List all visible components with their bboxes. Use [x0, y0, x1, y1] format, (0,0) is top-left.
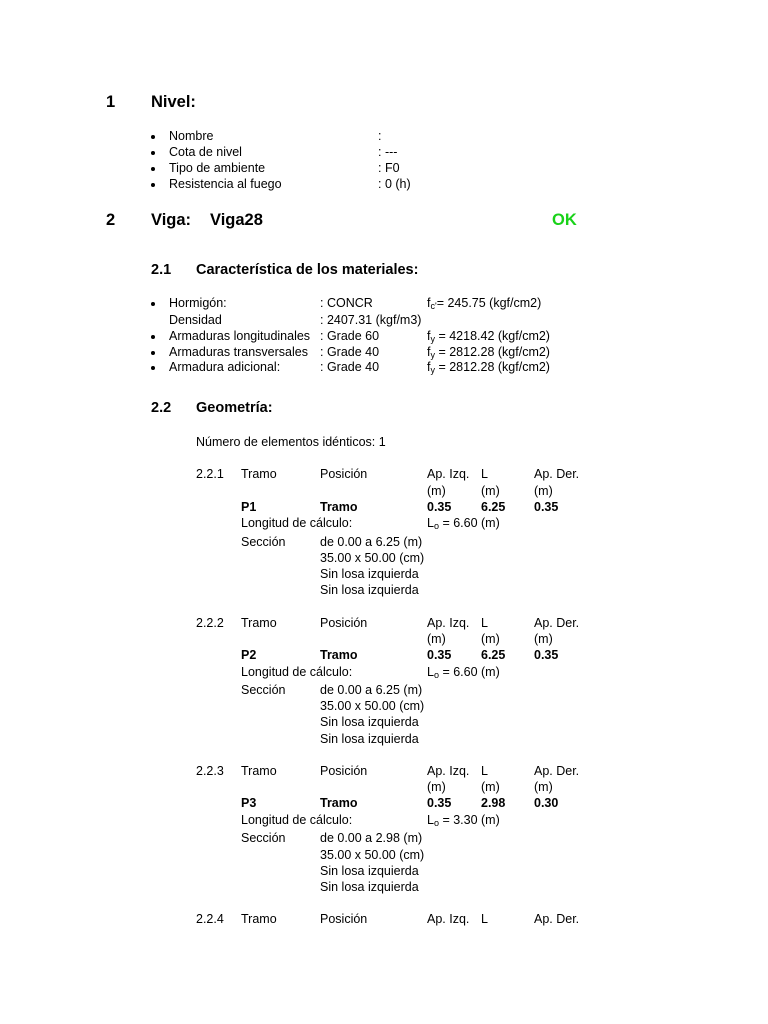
span-name: P2: [241, 648, 257, 662]
col-tramo: Tramo: [241, 912, 277, 926]
section-label: Sección: [241, 535, 286, 549]
span-length-value: 2.98: [481, 796, 506, 810]
section-1-title: Nivel:: [151, 93, 196, 111]
material-value: : Grade 60: [320, 329, 380, 343]
calc-length-label: Longitud de cálculo:: [241, 665, 353, 679]
col-posicion: Posición: [320, 467, 368, 481]
calc-length-value: $L_o = 3.30$ (m): [427, 813, 500, 828]
col-l: L: [481, 912, 488, 926]
unit-der: (m): [534, 780, 553, 794]
bullet-icon: [151, 302, 155, 306]
unit-der: (m): [534, 484, 553, 498]
level-value: : F0: [378, 161, 400, 175]
unit-izq: (m): [427, 484, 446, 498]
subsection-number: 2.1: [151, 262, 172, 278]
section-line: 35.00 x 50.00 (cm): [320, 699, 425, 713]
section-2-title: Viga:: [151, 211, 192, 229]
col-ap-der: Ap. Der.: [534, 764, 580, 778]
col-tramo: Tramo: [241, 616, 277, 630]
section-line: Sin losa izquierda: [320, 864, 419, 878]
span-ap-der-value: 0.35: [534, 648, 559, 662]
section-line: Sin losa izquierda: [320, 583, 419, 597]
bullet-icon: [151, 167, 155, 171]
level-value: : 0 (h): [378, 177, 411, 191]
col-ap-der: Ap. Der.: [534, 467, 580, 481]
level-label: Cota de nivel: [169, 145, 242, 159]
span-number: 2.2.4: [196, 912, 224, 926]
material-value: : Grade 40: [320, 360, 380, 374]
span-ap-der-value: 0.35: [534, 500, 559, 514]
section-line: Sin losa izquierda: [320, 715, 419, 729]
material-property: $f_y = 2812.28$ (kgf/cm2): [427, 345, 550, 360]
col-posicion: Posición: [320, 616, 368, 630]
col-tramo: Tramo: [241, 764, 277, 778]
material-label: Armadura adicional:: [169, 360, 281, 374]
col-l: L: [481, 764, 488, 778]
col-posicion: Posición: [320, 912, 368, 926]
span-name: P3: [241, 796, 257, 810]
span-ap-izq-value: 0.35: [427, 648, 452, 662]
level-value: : ---: [378, 145, 398, 159]
unit-l: (m): [481, 780, 500, 794]
material-property: $f_y = 2812.28$ (kgf/cm2): [427, 360, 550, 375]
level-label: Nombre: [169, 129, 214, 143]
col-l: L: [481, 467, 488, 481]
col-ap-izq: Ap. Izq.: [427, 467, 470, 481]
span-number: 2.2.2: [196, 616, 224, 630]
col-ap-izq: Ap. Izq.: [427, 616, 470, 630]
col-l: L: [481, 616, 488, 630]
span-number: 2.2.1: [196, 467, 224, 481]
col-ap-izq: Ap. Izq.: [427, 764, 470, 778]
section-line: Sin losa izquierda: [320, 567, 419, 581]
span-length-value: 6.25: [481, 500, 506, 514]
span-length-value: 6.25: [481, 648, 506, 662]
calc-length-value: $L_o = 6.60$ (m): [427, 665, 500, 680]
unit-izq: (m): [427, 780, 446, 794]
col-ap-der: Ap. Der.: [534, 912, 580, 926]
material-label: Densidad: [169, 313, 222, 327]
calc-length-value: $L_o = 6.60$ (m): [427, 516, 500, 531]
col-ap-izq: Ap. Izq.: [427, 912, 470, 926]
material-label: Armaduras longitudinales: [169, 329, 311, 343]
unit-izq: (m): [427, 632, 446, 646]
unit-der: (m): [534, 632, 553, 646]
span-ap-der-value: 0.30: [534, 796, 559, 810]
bullet-icon: [151, 366, 155, 370]
span-ap-izq-value: 0.35: [427, 500, 452, 514]
span-position: Tramo: [320, 648, 358, 662]
section-line: de 0.00 a 6.25 (m): [320, 683, 423, 697]
section-line: 35.00 x 50.00 (cm): [320, 551, 425, 565]
section-2-number: 2: [106, 211, 116, 229]
bullet-icon: [151, 135, 155, 139]
span-ap-izq-value: 0.35: [427, 796, 452, 810]
span-position: Tramo: [320, 500, 358, 514]
level-value: :: [378, 129, 382, 143]
col-tramo: Tramo: [241, 467, 277, 481]
identical-elements-text: Número de elementos idénticos: 1: [196, 435, 386, 449]
bullet-icon: [151, 151, 155, 155]
material-label: Armaduras transversales: [169, 345, 308, 359]
col-ap-der: Ap. Der.: [534, 616, 580, 630]
material-property: $f_{c'}= 245.75$ (kgf/cm2): [427, 296, 542, 311]
material-label: Hormigón:: [169, 296, 227, 310]
bullet-icon: [151, 351, 155, 355]
unit-l: (m): [481, 632, 500, 646]
section-label: Sección: [241, 683, 286, 697]
bullet-icon: [151, 183, 155, 187]
section-1-number: 1: [106, 93, 116, 111]
level-label: Resistencia al fuego: [169, 177, 282, 191]
span-position: Tramo: [320, 796, 358, 810]
bullet-icon: [151, 335, 155, 339]
section-line: 35.00 x 50.00 (cm): [320, 848, 425, 862]
section-label: Sección: [241, 831, 286, 845]
calc-length-label: Longitud de cálculo:: [241, 516, 353, 530]
section-line: de 0.00 a 6.25 (m): [320, 535, 423, 549]
col-posicion: Posición: [320, 764, 368, 778]
status-badge: OK: [552, 211, 577, 229]
span-number: 2.2.3: [196, 764, 224, 778]
subsection-title: Característica de los materiales:: [196, 262, 419, 278]
subsection-number: 2.2: [151, 400, 172, 416]
level-label: Tipo de ambiente: [169, 161, 266, 175]
unit-l: (m): [481, 484, 500, 498]
beam-name: Viga28: [210, 211, 263, 229]
section-line: Sin losa izquierda: [320, 880, 419, 894]
material-value: : Grade 40: [320, 345, 380, 359]
material-property: $f_y = 4218.42$ (kgf/cm2): [427, 329, 550, 344]
section-line: de 0.00 a 2.98 (m): [320, 831, 423, 845]
subsection-title: Geometría:: [196, 400, 273, 416]
section-line: Sin losa izquierda: [320, 732, 419, 746]
calc-length-label: Longitud de cálculo:: [241, 813, 353, 827]
span-name: P1: [241, 500, 257, 514]
material-value: : 2407.31 (kgf/m3): [320, 313, 422, 327]
material-value: : CONCR: [320, 296, 373, 310]
